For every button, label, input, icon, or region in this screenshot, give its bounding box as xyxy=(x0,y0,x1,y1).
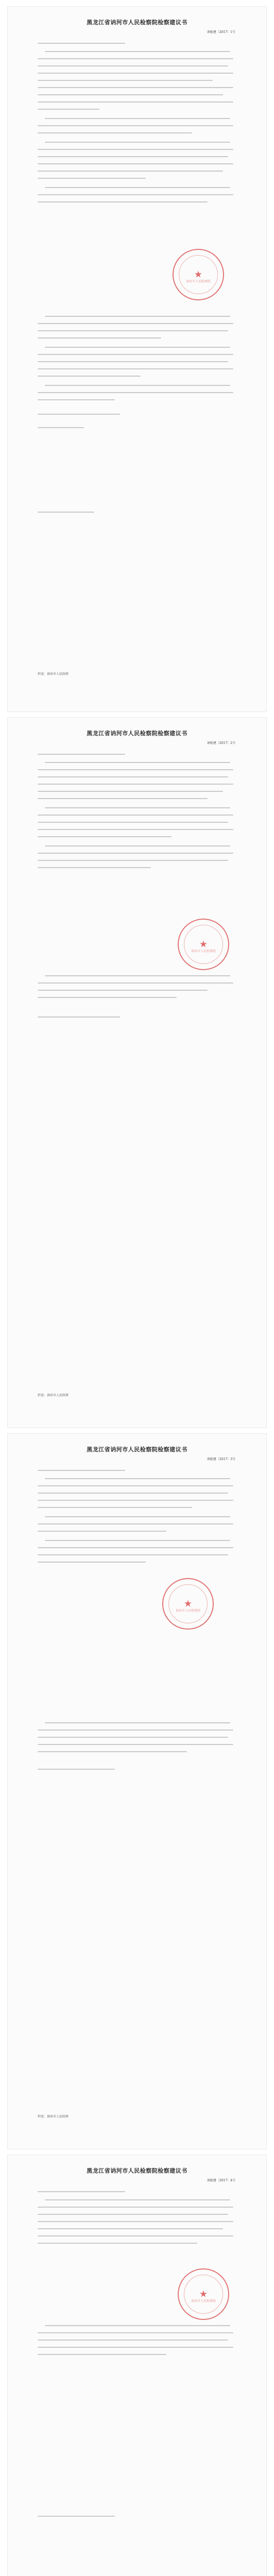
text-line xyxy=(38,512,94,513)
text-line xyxy=(38,43,125,44)
text-line xyxy=(38,392,233,393)
text-line xyxy=(38,853,233,854)
text-line xyxy=(38,323,233,324)
text-line xyxy=(38,997,177,998)
text-line xyxy=(38,1737,228,1738)
text-line xyxy=(38,1730,233,1731)
official-seal xyxy=(178,919,229,970)
document-number: 讷检建〔2017〕3号 xyxy=(207,1458,235,1461)
text-line xyxy=(38,1507,192,1508)
text-line xyxy=(38,860,228,861)
footer-label: 抄送：讷河市人民政府 xyxy=(38,672,69,676)
text-line xyxy=(38,65,228,66)
document-page-2 xyxy=(7,717,267,1428)
official-seal xyxy=(162,1578,214,1630)
document-number: 讷检建〔2017〕4号 xyxy=(207,2179,235,2182)
text-line xyxy=(45,187,230,188)
text-line xyxy=(38,163,233,164)
star-icon: ★ xyxy=(194,269,203,280)
text-line xyxy=(45,347,230,348)
text-line xyxy=(45,316,230,317)
text-line xyxy=(38,87,233,88)
text-line xyxy=(38,2221,233,2222)
text-line xyxy=(38,171,223,172)
text-line xyxy=(38,1554,228,1555)
star-icon: ★ xyxy=(199,939,208,950)
star-icon: ★ xyxy=(199,2289,208,2300)
text-line xyxy=(38,101,233,103)
text-line xyxy=(38,414,120,415)
document-number: 讷检建〔2017〕1号 xyxy=(207,30,235,34)
text-line xyxy=(38,201,208,202)
text-line xyxy=(38,1523,233,1524)
text-line xyxy=(38,361,228,362)
text-line xyxy=(38,776,228,777)
star-icon: ★ xyxy=(183,1598,193,1609)
text-line xyxy=(38,1470,125,1471)
text-line xyxy=(38,1485,233,1486)
document-title: 黑龙江省讷河市人民检察院检察建议书 xyxy=(87,19,187,26)
text-line xyxy=(38,1016,120,1018)
document-page-3 xyxy=(7,1433,267,2149)
text-line xyxy=(38,178,146,179)
text-line xyxy=(38,330,228,331)
text-line xyxy=(38,376,141,377)
text-line xyxy=(45,1478,230,1479)
text-line xyxy=(38,867,151,868)
text-line xyxy=(45,2199,230,2200)
seal-text: 讷河市人民检察院 xyxy=(191,2299,216,2303)
text-line xyxy=(38,791,223,792)
text-line xyxy=(38,125,233,126)
text-line xyxy=(38,149,233,150)
text-line xyxy=(38,1493,228,1494)
text-line xyxy=(45,1722,230,1723)
text-line xyxy=(38,754,125,755)
text-line xyxy=(38,990,208,991)
text-line xyxy=(38,2347,233,2348)
text-line xyxy=(45,142,230,143)
text-line xyxy=(45,118,230,119)
text-line xyxy=(38,427,84,428)
text-line xyxy=(38,2235,233,2236)
text-line xyxy=(38,1547,233,1548)
text-line xyxy=(38,156,228,157)
text-line xyxy=(38,80,213,81)
text-line xyxy=(38,1744,233,1745)
text-line xyxy=(38,1531,166,1532)
footer-label: 抄送：讷河市人民政府 xyxy=(38,2115,69,2119)
text-line xyxy=(38,822,228,823)
text-line xyxy=(38,368,233,369)
text-line xyxy=(38,982,233,984)
text-line xyxy=(38,2243,197,2244)
official-seal xyxy=(173,249,224,300)
text-line xyxy=(38,337,161,338)
text-line xyxy=(38,354,233,355)
text-line xyxy=(38,1500,233,1501)
text-line xyxy=(45,975,230,976)
text-line xyxy=(45,2325,230,2326)
text-line xyxy=(45,845,230,846)
text-line xyxy=(45,807,230,808)
text-line xyxy=(38,1751,187,1752)
text-line xyxy=(38,769,233,770)
text-line xyxy=(38,132,192,133)
text-line xyxy=(38,399,115,400)
text-line xyxy=(38,1769,115,1770)
text-line xyxy=(38,815,233,816)
text-line xyxy=(38,194,233,195)
text-line xyxy=(45,762,230,763)
text-line xyxy=(38,784,233,785)
text-line xyxy=(38,2516,115,2517)
text-line xyxy=(38,2228,223,2229)
seal-text: 讷河市人民检察院 xyxy=(175,1608,200,1613)
text-line xyxy=(38,94,223,95)
text-line xyxy=(45,1540,230,1541)
text-line xyxy=(38,836,172,837)
text-line xyxy=(38,109,99,110)
text-line xyxy=(38,58,233,59)
document-page-4 xyxy=(7,2155,267,2576)
text-line xyxy=(45,51,230,52)
text-line xyxy=(38,2207,233,2208)
official-seal xyxy=(178,2268,229,2320)
text-line xyxy=(38,2340,228,2341)
document-title: 黑龙江省讷河市人民检察院检察建议书 xyxy=(87,730,187,737)
text-line xyxy=(45,1516,230,1517)
seal-text: 讷河市人民检察院 xyxy=(191,949,216,953)
text-line xyxy=(38,2354,166,2355)
seal-text: 讷河市人民检察院 xyxy=(185,279,211,283)
document-title: 黑龙江省讷河市人民检察院检察建议书 xyxy=(87,2167,187,2174)
footer-label: 抄送：讷河市人民政府 xyxy=(38,1394,69,1397)
text-line xyxy=(38,2332,233,2333)
text-line xyxy=(38,829,233,830)
text-line xyxy=(38,73,233,74)
document-page-1 xyxy=(7,6,267,712)
text-line xyxy=(38,2214,228,2215)
text-line xyxy=(38,2191,125,2192)
document-title: 黑龙江省讷河市人民检察院检察建议书 xyxy=(87,1446,187,1453)
document-number: 讷检建〔2017〕2号 xyxy=(207,741,235,745)
text-line xyxy=(38,798,208,799)
text-line xyxy=(38,1562,146,1563)
text-line xyxy=(45,385,230,386)
